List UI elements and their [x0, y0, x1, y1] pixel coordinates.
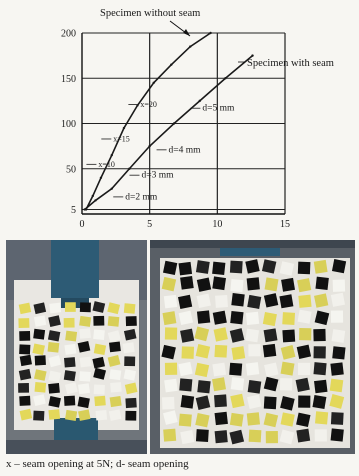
legend-label-with-seam: Specimen with seam	[247, 58, 334, 69]
data-point	[148, 145, 150, 147]
marker-patch	[247, 395, 261, 409]
marker-patch	[64, 357, 76, 367]
marker-patch	[78, 397, 90, 408]
marker-patch	[246, 362, 259, 375]
marker-patch	[214, 345, 227, 358]
data-point	[123, 127, 125, 129]
marker-patch	[247, 412, 260, 425]
marker-patch	[315, 411, 328, 424]
marker-patch	[33, 411, 44, 421]
marker-patch	[164, 379, 178, 393]
marker-patch	[264, 293, 278, 307]
marker-patch	[48, 330, 60, 341]
marker-patch	[298, 396, 310, 408]
marker-patch	[230, 394, 244, 408]
chart	[0, 0, 359, 236]
marker-patch	[196, 260, 210, 274]
marker-patch	[248, 344, 260, 356]
marker-patch	[78, 409, 90, 420]
marker-patch	[215, 412, 228, 425]
data-point	[173, 122, 175, 124]
marker-patch	[331, 311, 343, 323]
marker-patch	[180, 276, 194, 290]
x-tick-label: 5	[147, 219, 153, 230]
marker-patch	[247, 295, 261, 309]
marker-patch	[93, 329, 105, 340]
marker-patch	[125, 411, 136, 421]
marker-patch	[124, 303, 136, 314]
marker-patch	[164, 295, 177, 308]
marker-patch	[94, 384, 105, 394]
marker-patch	[197, 294, 211, 308]
y-tick-label: 50	[66, 164, 76, 176]
marker-patch	[35, 382, 47, 393]
marker-patch	[79, 328, 91, 339]
marker-patch	[230, 279, 243, 292]
marker-patch	[230, 311, 243, 324]
marker-patch	[281, 412, 295, 426]
marker-patch	[163, 261, 177, 275]
marker-patch	[165, 363, 177, 375]
marker-patch	[215, 430, 228, 443]
data-point	[128, 168, 130, 170]
data-point	[111, 154, 113, 156]
marker-patch	[330, 362, 343, 375]
marker-patch	[64, 396, 75, 406]
marker-patch	[162, 311, 176, 325]
marker-patch	[281, 362, 295, 376]
photo-specimen-without-seam	[6, 240, 147, 454]
marker-patch	[48, 409, 60, 420]
data-point	[111, 187, 113, 189]
data-point	[100, 177, 102, 179]
data-point	[189, 45, 191, 47]
data-point	[224, 77, 226, 79]
marker-patch	[299, 328, 311, 340]
marker-patch	[64, 370, 76, 381]
marker-patch	[248, 380, 262, 394]
marker-patch	[262, 259, 276, 273]
marker-patch	[163, 429, 176, 442]
marker-patch	[110, 382, 122, 392]
annotation-label: x=10	[98, 159, 115, 169]
figure-caption: x – seam opening at 5N; d- seam opening	[6, 458, 189, 470]
marker-patch	[231, 346, 245, 360]
annotation-label: x=15	[113, 134, 130, 144]
legend-label-without-seam: Specimen without seam	[100, 8, 201, 19]
marker-patch	[126, 316, 137, 326]
marker-patch	[298, 363, 310, 375]
marker-patch	[315, 277, 328, 290]
marker-patch	[264, 362, 278, 376]
marker-patch	[80, 357, 92, 368]
marker-patch	[178, 295, 192, 309]
marker-patch	[48, 342, 60, 353]
marker-patch	[313, 329, 325, 341]
marker-patch	[231, 377, 244, 390]
marker-patch	[245, 259, 259, 273]
marker-patch	[65, 331, 77, 342]
marker-patch	[298, 295, 311, 308]
marker-patch	[282, 312, 295, 325]
marker-patch	[263, 312, 277, 326]
marker-patch	[314, 380, 328, 394]
marker-patch	[196, 429, 209, 442]
marker-patch	[18, 383, 29, 393]
y-tick-label: 100	[61, 119, 76, 130]
marker-patch	[314, 260, 328, 274]
marker-patch	[195, 413, 209, 427]
marker-patch	[212, 377, 226, 391]
marker-patch	[48, 383, 60, 394]
marker-patch	[162, 397, 175, 410]
chart-annotations	[86, 100, 235, 202]
marker-patch	[96, 410, 108, 421]
marker-patch	[229, 363, 242, 376]
marker-patch	[64, 318, 75, 328]
photo-specimen-with-seam	[150, 240, 355, 454]
marker-patch	[65, 410, 77, 421]
marker-patch	[19, 344, 30, 354]
annotation-label: d=2 mm	[125, 192, 158, 203]
marker-patches	[161, 259, 346, 444]
marker-patch	[214, 327, 228, 341]
marker-patch	[213, 311, 227, 325]
marker-patch	[281, 278, 295, 292]
y-tick-label: 150	[61, 73, 76, 85]
marker-patch	[249, 430, 262, 443]
marker-patch	[109, 369, 121, 380]
marker-patch	[298, 310, 312, 324]
marker-patch	[312, 395, 326, 409]
chart-series	[84, 32, 254, 211]
marker-patch	[330, 379, 344, 393]
data-point	[153, 82, 155, 84]
marker-patch	[314, 346, 326, 358]
x-tick-label: 10	[212, 219, 223, 230]
marker-patch	[49, 303, 61, 314]
marker-patch	[179, 378, 192, 391]
data-point	[199, 100, 201, 102]
x-tick-label: 0	[79, 219, 85, 230]
marker-patch	[280, 378, 292, 390]
marker-patch	[230, 413, 244, 427]
marker-patch	[94, 344, 106, 355]
marker-patch	[109, 342, 121, 353]
marker-patch	[34, 315, 46, 326]
data-point	[94, 199, 96, 201]
marker-patch	[296, 429, 310, 443]
marker-patch	[165, 327, 177, 339]
marker-patch	[231, 293, 244, 306]
marker-patch	[19, 331, 30, 341]
annotation-label: x=20	[140, 100, 157, 110]
marker-patch	[108, 316, 120, 327]
marker-patch	[19, 396, 30, 406]
marker-patch	[195, 363, 209, 377]
marker-patch	[214, 394, 227, 407]
data-point	[251, 54, 253, 56]
marker-patch	[179, 262, 193, 276]
series-line	[86, 33, 211, 209]
marker-patch	[297, 278, 311, 292]
marker-patch	[212, 262, 225, 275]
annotation-label: d=3 mm	[141, 170, 174, 181]
marker-patch	[331, 329, 345, 343]
marker-patch	[331, 428, 344, 441]
marker-patch	[124, 356, 135, 366]
marker-patch	[35, 355, 46, 365]
marker-patch	[280, 261, 294, 275]
marker-patch	[245, 329, 259, 343]
marker-patch	[331, 293, 345, 307]
marker-patch	[125, 398, 136, 408]
annotation-label: d=5 mm	[202, 103, 235, 114]
marker-patch	[296, 378, 310, 392]
marker-patch	[264, 396, 277, 409]
marker-patch	[79, 316, 91, 327]
marker-patch	[266, 431, 278, 443]
marker-patch	[264, 328, 278, 342]
data-point	[170, 63, 172, 65]
marker-patch	[65, 302, 76, 312]
marker-patch	[212, 363, 226, 377]
marker-patch	[179, 311, 193, 325]
marker-patch	[78, 383, 90, 394]
marker-patch	[197, 310, 210, 323]
x-tick-label: 15	[280, 219, 290, 230]
marker-patch	[297, 345, 311, 359]
marker-patch	[180, 329, 194, 343]
marker-patch	[123, 342, 135, 353]
marker-patch	[333, 279, 345, 291]
marker-patch	[331, 412, 344, 425]
marker-patch	[313, 362, 326, 375]
marker-patch	[33, 329, 45, 340]
marker-patch	[298, 262, 311, 275]
marker-patch	[181, 346, 194, 359]
marker-patch	[94, 396, 106, 406]
marker-patch	[282, 330, 295, 343]
marker-patch	[20, 355, 32, 366]
marker-patch	[296, 413, 310, 427]
marker-patch	[314, 293, 328, 307]
marker-patch	[80, 302, 91, 312]
marker-patch	[64, 344, 76, 355]
marker-patch	[247, 277, 260, 290]
marker-patch	[162, 277, 176, 291]
marker-patch	[93, 316, 104, 326]
marker-patch	[230, 261, 243, 274]
marker-patch	[263, 344, 277, 358]
marker-patch	[79, 371, 90, 381]
marker-patch	[181, 395, 195, 409]
marker-patch	[197, 278, 211, 292]
marker-patch	[246, 312, 259, 325]
marker-patch	[279, 294, 293, 308]
marker-patch	[265, 277, 279, 291]
marker-patch	[179, 414, 192, 427]
data-point	[84, 208, 86, 210]
data-point	[92, 195, 94, 197]
marker-patch	[332, 259, 346, 273]
y-tick-label: 5	[71, 204, 76, 216]
marker-patch	[215, 295, 228, 308]
marker-patch	[180, 430, 194, 444]
marker-patch	[110, 396, 122, 407]
marker-patch	[178, 362, 192, 376]
data-point	[209, 32, 211, 34]
annotation-label: d=4 mm	[168, 145, 201, 156]
y-tick-label: 200	[61, 28, 76, 40]
marker-patch	[212, 276, 226, 290]
marker-patch	[332, 346, 345, 359]
marker-patch	[18, 318, 29, 328]
marker-patch	[315, 429, 327, 441]
marker-patch	[197, 380, 210, 393]
